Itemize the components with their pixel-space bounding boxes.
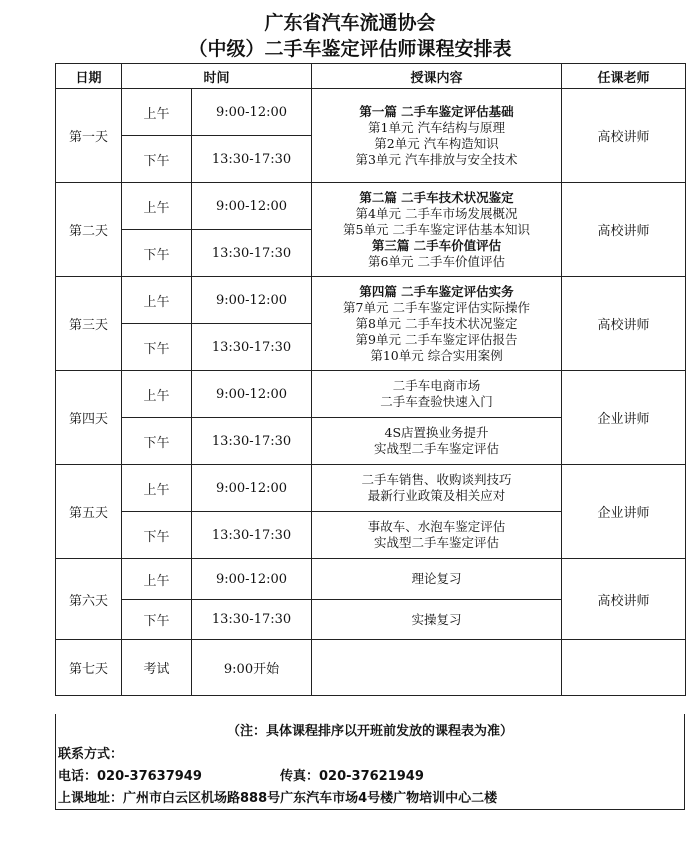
table-row: [56, 465, 686, 512]
header-time: 时间: [122, 64, 312, 89]
session-time: 13:30-17:30: [192, 418, 312, 465]
session-time: 9:00-12:00: [192, 465, 312, 512]
session-time: 9:00-12:00: [192, 183, 312, 230]
course-topic: 二手车查验快速入门: [380, 394, 493, 409]
session-label: 下午: [122, 512, 192, 559]
day-label: 第七天: [56, 640, 122, 696]
session-label: 下午: [122, 600, 192, 640]
course-content: [312, 640, 562, 696]
table-row: [56, 559, 686, 600]
course-unit: 第4单元 二手车市场发展概况: [355, 205, 518, 221]
course-topic: 实战型二手车鉴定评估: [374, 441, 500, 456]
session-label: 下午: [122, 418, 192, 465]
course-unit: 第1单元 汽车结构与原理: [368, 119, 505, 135]
session-time: 9:00开始: [192, 640, 312, 696]
day-label: 第三天: [56, 277, 122, 371]
schedule-note: （注：具体课程排序以开班前发放的课程表为准）: [226, 724, 513, 739]
session-time: 9:00-12:00: [192, 277, 312, 324]
schedule-table: [55, 63, 686, 696]
teacher-cell: 高校讲师: [562, 559, 686, 640]
session-label: 上午: [122, 89, 192, 136]
teacher-cell: 高校讲师: [562, 277, 686, 371]
course-content: [312, 418, 562, 465]
course-part-title: 第一篇 二手车鉴定评估基础: [359, 103, 514, 119]
course-content: [312, 277, 562, 371]
session-label: 上午: [122, 371, 192, 418]
day-label: 第五天: [56, 465, 122, 559]
day-label: 第六天: [56, 559, 122, 640]
contact-fax: 传真：020-37621949: [280, 769, 424, 784]
course-unit: 第6单元 二手车价值评估: [368, 253, 505, 269]
course-part-title: 第二篇 二手车技术状况鉴定: [359, 189, 514, 205]
teacher-cell: [562, 640, 686, 696]
day-label: 第四天: [56, 371, 122, 465]
course-unit: 第5单元 二手车鉴定评估基本知识: [343, 221, 530, 237]
course-topic: 事故车、水泡车鉴定评估: [367, 519, 506, 534]
contact-label: 联系方式：: [58, 747, 124, 762]
header-content: 授课内容: [312, 64, 562, 89]
session-time: 9:00-12:00: [192, 89, 312, 136]
course-topic: 二手车销售、收购谈判技巧: [361, 472, 512, 487]
course-unit: 第8单元 二手车技术状况鉴定: [355, 315, 518, 331]
session-label: 下午: [122, 136, 192, 183]
course-part-title: 第四篇 二手车鉴定评估实务: [359, 283, 514, 299]
session-time: 13:30-17:30: [192, 512, 312, 559]
course-topic: 实战型二手车鉴定评估: [374, 535, 500, 550]
header-date: 日期: [56, 64, 122, 89]
table-row: [56, 89, 686, 136]
table-row: [56, 371, 686, 418]
session-time: 13:30-17:30: [192, 324, 312, 371]
course-content: [312, 465, 562, 512]
course-content: [312, 559, 562, 600]
page-subtitle: （中级）二手车鉴定评估师课程安排表: [188, 38, 512, 60]
table-row: [56, 277, 686, 324]
session-label: 上午: [122, 183, 192, 230]
course-content: [312, 512, 562, 559]
course-topic: 二手车电商市场: [392, 378, 481, 393]
teacher-cell: 企业讲师: [562, 465, 686, 559]
course-unit: 第10单元 综合实用案例: [370, 347, 503, 363]
course-unit: 第7单元 二手车鉴定评估实际操作: [343, 299, 530, 315]
teacher-cell: 企业讲师: [562, 371, 686, 465]
table-row: [56, 183, 686, 230]
course-part-title: 第三篇 二手车价值评估: [371, 237, 502, 253]
course-topic: 4S店置换业务提升: [384, 425, 489, 440]
table-row: [56, 640, 686, 696]
session-label: 上午: [122, 277, 192, 324]
day-label: 第二天: [56, 183, 122, 277]
session-time: 9:00-12:00: [192, 371, 312, 418]
course-content: [312, 600, 562, 640]
course-unit: 第9单元 二手车鉴定评估报告: [355, 331, 518, 347]
teacher-cell: 高校讲师: [562, 183, 686, 277]
session-time: 13:30-17:30: [192, 230, 312, 277]
contact-phone: 电话：020-37637949: [58, 769, 202, 784]
course-content: [312, 371, 562, 418]
session-label: 下午: [122, 324, 192, 371]
course-topic: 理论复习: [411, 571, 462, 586]
course-content: [312, 183, 562, 277]
header-teacher: 任课老师: [562, 64, 686, 89]
day-label: 第一天: [56, 89, 122, 183]
course-topic: 实操复习: [411, 611, 462, 627]
header-row: [56, 64, 686, 89]
page-title: 广东省汽车流通协会: [264, 12, 436, 34]
course-unit: 第2单元 汽车构造知识: [374, 135, 499, 151]
session-time: 9:00-12:00: [192, 559, 312, 600]
course-unit: 第3单元 汽车排放与安全技术: [355, 151, 518, 167]
session-label: 考试: [122, 640, 192, 696]
session-label: 下午: [122, 230, 192, 277]
session-time: 13:30-17:30: [192, 600, 312, 640]
class-address: 上课地址：广州市白云区机场路888号广东汽车市场4号楼广物培训中心二楼: [58, 791, 498, 806]
teacher-cell: 高校讲师: [562, 89, 686, 183]
session-time: 13:30-17:30: [192, 136, 312, 183]
session-label: 上午: [122, 559, 192, 600]
course-topic: 最新行业政策及相关应对: [367, 488, 506, 503]
course-content: [312, 89, 562, 183]
session-label: 上午: [122, 465, 192, 512]
